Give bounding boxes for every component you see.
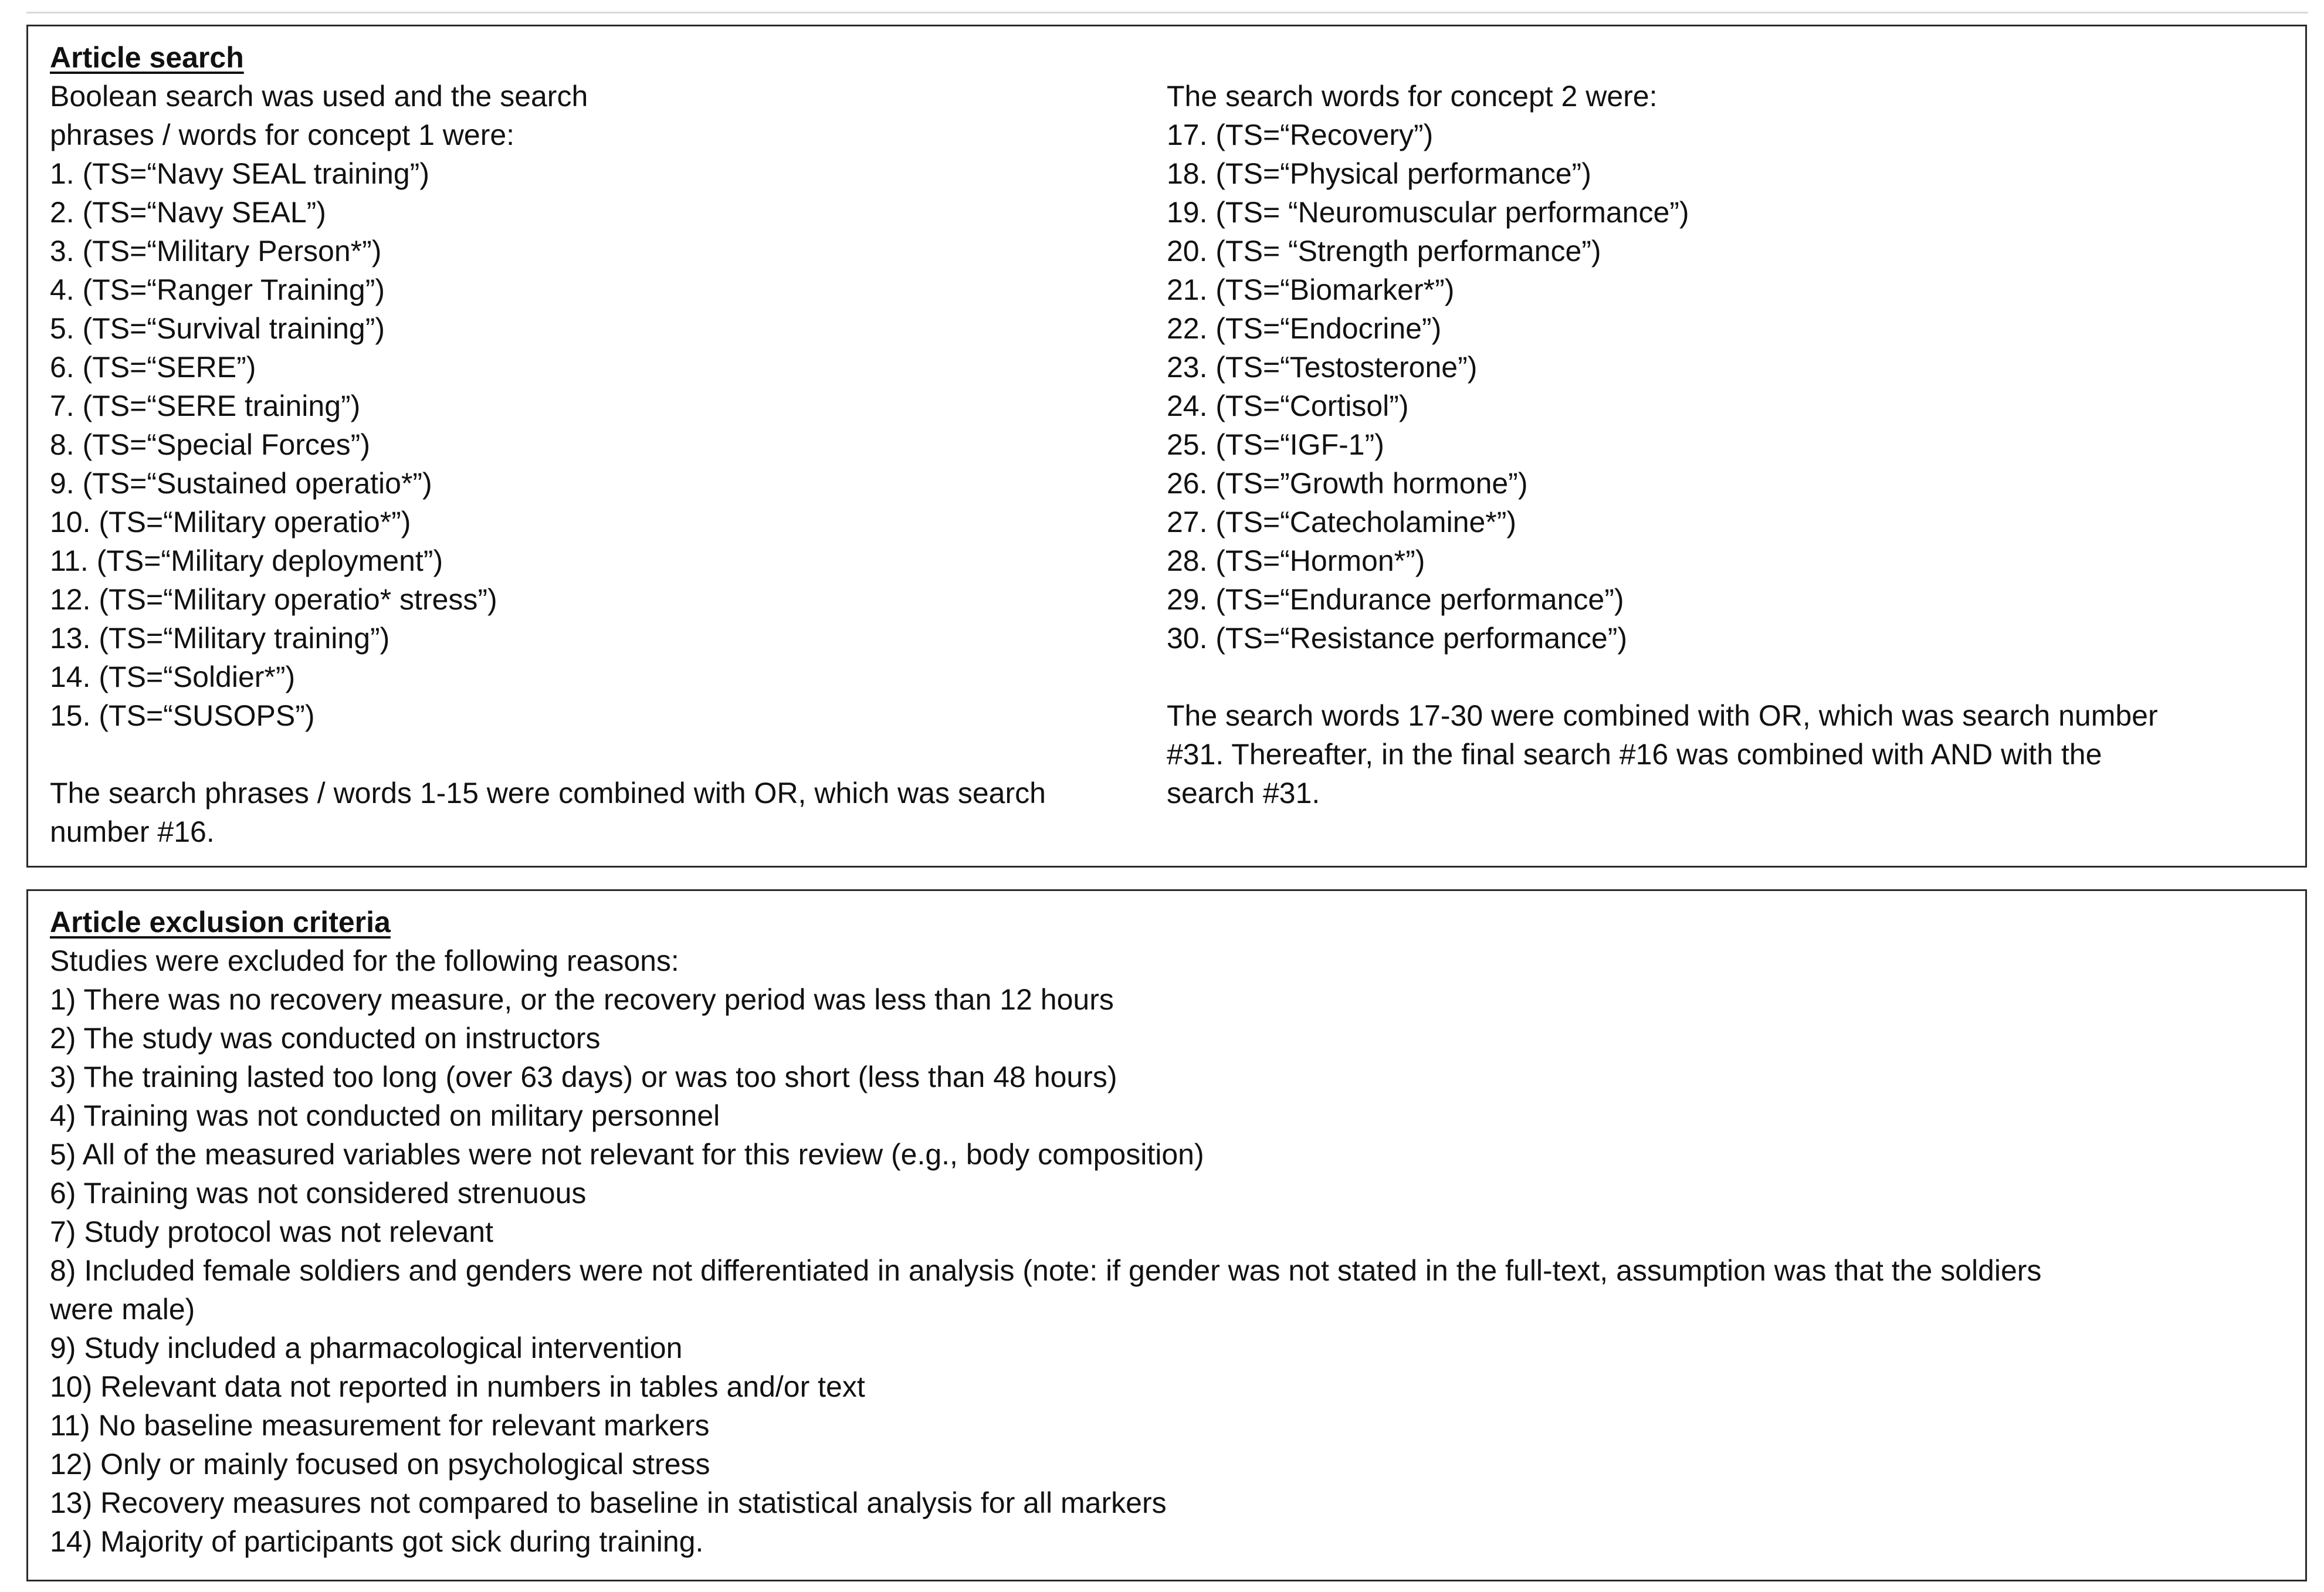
exclusion-intro: Studies were excluded for the following reasons: <box>50 944 679 977</box>
search-term: 6. (TS=“SERE”) <box>50 351 256 384</box>
summary-line: number #16. <box>50 815 215 848</box>
spacer <box>1167 658 2158 696</box>
search-term: 10. (TS=“Military operatio*”) <box>50 506 411 538</box>
concept1-column <box>50 38 1046 851</box>
search-term: 28. (TS=“Hormon*”) <box>1167 544 1425 577</box>
exclusion-criterion: 1) There was no recovery measure, or the recovery period was less than 12 hours <box>50 983 1114 1016</box>
search-term: 7. (TS=“SERE training”) <box>50 389 361 422</box>
exclusion-criterion: 10) Relevant data not reported in numbers in tables and/or text <box>50 1370 865 1403</box>
search-term: 17. (TS=“Recovery”) <box>1167 118 1434 151</box>
search-term: 22. (TS=“Endocrine”) <box>1167 312 1442 345</box>
exclusion-criterion: 4) Training was not conducted on military personnel <box>50 1099 720 1132</box>
exclusion-criterion: 11) No baseline measurement for relevant markers <box>50 1409 710 1442</box>
search-term: 20. (TS= “Strength performance”) <box>1167 235 1601 267</box>
search-term: 8. (TS=“Special Forces”) <box>50 428 370 461</box>
intro-line: The search words for concept 2 were: <box>1167 80 1658 113</box>
exclusion-criterion: 8) Included female soldiers and genders were not differentiated in analysis (note: if gender was not stated in the full-text, assumption was that the soldiers <box>50 1254 2042 1287</box>
search-term: 5. (TS=“Survival training”) <box>50 312 385 345</box>
article-exclusion-box <box>26 889 2307 1581</box>
summary-line: The search phrases / words 1-15 were combined with OR, which was search <box>50 777 1046 809</box>
exclusion-criterion: 12) Only or mainly focused on psychological stress <box>50 1448 710 1481</box>
search-term: 12. (TS=“Military operatio* stress”) <box>50 583 497 616</box>
search-term: 9. (TS=“Sustained operatio*”) <box>50 467 432 500</box>
search-term: 4. (TS=“Ranger Training”) <box>50 273 385 306</box>
article-exclusion-title: Article exclusion criteria <box>50 906 391 939</box>
exclusion-criterion: 6) Training was not considered strenuous <box>50 1177 587 1210</box>
exclusion-criterion: 3) The training lasted too long (over 63 days) or was too short (less than 48 hours) <box>50 1061 1117 1093</box>
search-term: 15. (TS=“SUSOPS”) <box>50 699 315 732</box>
exclusion-criterion: 7) Study protocol was not relevant <box>50 1215 493 1248</box>
exclusion-criterion: 9) Study included a pharmacological intervention <box>50 1332 683 1364</box>
spacer <box>50 735 1046 774</box>
exclusion-criterion: 5) All of the measured variables were not relevant for this review (e.g., body composition) <box>50 1138 1204 1171</box>
exclusion-column <box>50 903 2041 1561</box>
exclusion-criterion: were male) <box>50 1293 195 1326</box>
search-term: 19. (TS= “Neuromuscular performance”) <box>1167 196 1689 229</box>
search-term: 3. (TS=“Military Person*”) <box>50 235 382 267</box>
search-term: 23. (TS=“Testosterone”) <box>1167 351 1478 384</box>
search-term: 24. (TS=“Cortisol”) <box>1167 389 1409 422</box>
exclusion-criterion: 13) Recovery measures not compared to baseline in statistical analysis for all markers <box>50 1486 1167 1519</box>
search-term: 2. (TS=“Navy SEAL”) <box>50 196 326 229</box>
search-term: 13. (TS=“Military training”) <box>50 622 390 655</box>
concept2-column <box>1167 77 2158 812</box>
search-term: 30. (TS=“Resistance performance”) <box>1167 622 1628 655</box>
search-term: 29. (TS=“Endurance performance”) <box>1167 583 1624 616</box>
search-term: 1. (TS=“Navy SEAL training”) <box>50 157 429 190</box>
summary-line: The search words 17-30 were combined with OR, which was search number <box>1167 699 2158 732</box>
article-search-title: Article search <box>50 41 244 74</box>
summary-line: #31. Thereafter, in the final search #16 was combined with AND with the <box>1167 738 2102 771</box>
top-divider <box>26 12 2308 13</box>
search-term: 25. (TS=“IGF-1”) <box>1167 428 1384 461</box>
intro-line: phrases / words for concept 1 were: <box>50 118 515 151</box>
exclusion-criterion: 14) Majority of participants got sick during training. <box>50 1525 704 1558</box>
exclusion-criterion: 2) The study was conducted on instructors <box>50 1022 601 1055</box>
search-term: 11. (TS=“Military deployment”) <box>50 544 443 577</box>
search-term: 26. (TS=”Growth hormone”) <box>1167 467 1528 500</box>
summary-line: search #31. <box>1167 777 1320 809</box>
intro-line: Boolean search was used and the search <box>50 80 588 113</box>
search-term: 27. (TS=“Catecholamine*”) <box>1167 506 1517 538</box>
article-search-box <box>26 25 2307 868</box>
search-term: 14. (TS=“Soldier*”) <box>50 660 296 693</box>
search-term: 21. (TS=“Biomarker*”) <box>1167 273 1455 306</box>
search-term: 18. (TS=“Physical performance”) <box>1167 157 1591 190</box>
